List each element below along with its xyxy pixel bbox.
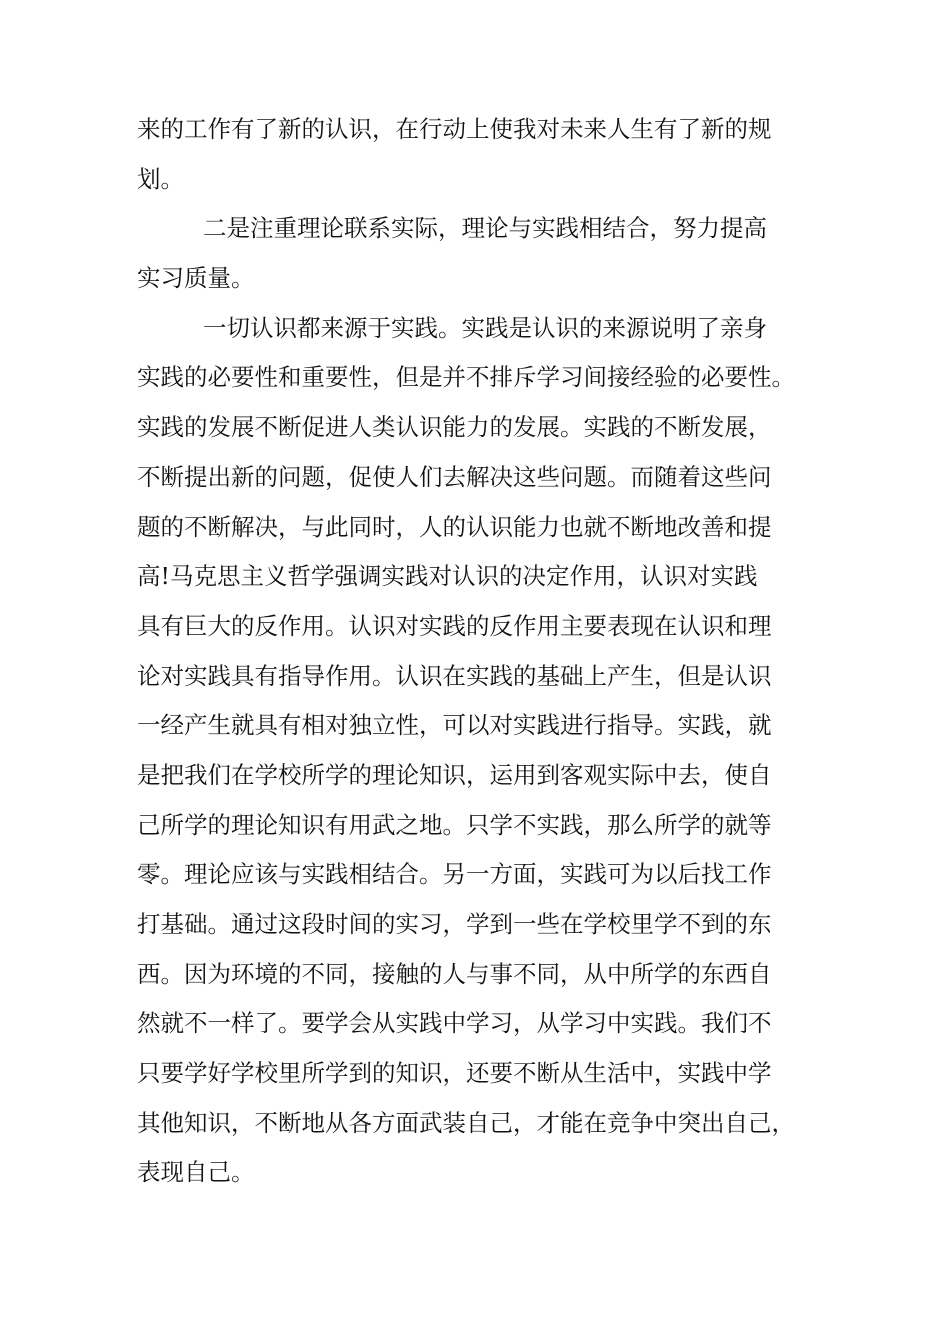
text-line: 其他知识，不断地从各方面武装自己，才能在竞争中突出自己， bbox=[137, 1108, 795, 1137]
text-line: 然就不一样了。要学会从实践中学习，从学习中实践。我们不 bbox=[137, 1009, 772, 1038]
text-line: 论对实践具有指导作用。认识在实践的基础上产生，但是认识 bbox=[137, 661, 772, 690]
text-line: 实践的发展不断促进人类认识能力的发展。实践的不断发展， bbox=[137, 413, 772, 442]
text-line: 表现自己。 bbox=[137, 1158, 255, 1187]
text-line: 打基础。通过这段时间的实习，学到一些在学校里学不到的东 bbox=[137, 910, 772, 938]
text-line: 来的工作有了新的认识，在行动上使我对未来人生有了新的规 bbox=[137, 115, 772, 143]
paragraph-start-line: 二是注重理论联系实际，理论与实践相结合，努力提高 bbox=[203, 214, 767, 243]
text-line: 西。因为环境的不同，接触的人与事不同，从中所学的东西自 bbox=[137, 959, 772, 988]
text-line: 只要学好学校里所学到的知识，还要不断从生活中，实践中学 bbox=[137, 1059, 772, 1088]
text-line: 不断提出新的问题，促使人们去解决这些问题。而随着这些问 bbox=[137, 462, 772, 491]
text-line: 实习质量。 bbox=[137, 264, 255, 293]
paragraph-start-line: 一切认识都来源于实践。实践是认识的来源说明了亲身 bbox=[203, 313, 767, 342]
document-body bbox=[137, 105, 842, 1198]
text-line: 划。 bbox=[137, 164, 184, 193]
text-line: 是把我们在学校所学的理论知识，运用到客观实际中去，使自 bbox=[137, 760, 772, 789]
text-line: 己所学的理论知识有用武之地。只学不实践，那么所学的就等 bbox=[137, 810, 772, 839]
text-line: 题的不断解决，与此同时，人的认识能力也就不断地改善和提 bbox=[137, 512, 772, 541]
text-line: 具有巨大的反作用。认识对实践的反作用主要表现在认识和理 bbox=[137, 611, 772, 640]
text-line: 零。理论应该与实践相结合。另一方面，实践可为以后找工作 bbox=[137, 860, 772, 889]
text-line: 高!马克思主义哲学强调实践对认识的决定作用，认识对实践 bbox=[137, 562, 758, 591]
text-line: 实践的必要性和重要性，但是并不排斥学习间接经验的必要性。 bbox=[137, 363, 795, 392]
text-line: 一经产生就具有相对独立性，可以对实践进行指导。实践，就 bbox=[137, 711, 772, 740]
